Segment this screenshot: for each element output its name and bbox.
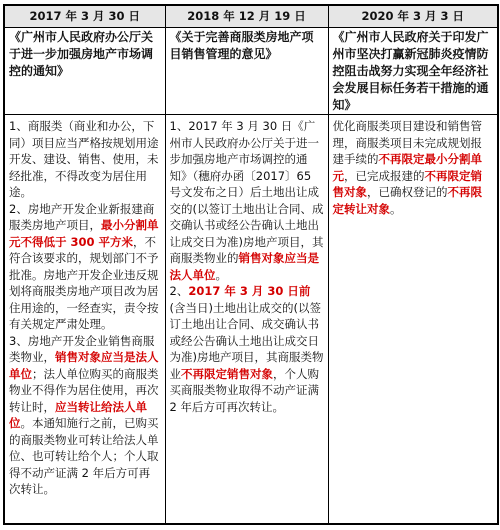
provisions-2018 bbox=[165, 115, 328, 525]
provision-text: 。 bbox=[215, 267, 227, 282]
highlighted-provision-text: 不再限定销售对象 bbox=[332, 168, 482, 199]
provision-text: 3、房地产开发企业销售商服类物业， bbox=[9, 333, 155, 364]
doc-title-2020: 《广州市人民政府关于印发广州市坚决打赢新冠肺炎疫情防控阻击战努力实现全年经济社会发展目标任务若干措施的通知》 bbox=[328, 28, 498, 115]
provision-text: 2、 bbox=[169, 284, 189, 298]
provision-text: ，已完成报建的 bbox=[344, 168, 425, 183]
highlighted-provision-text: 销售对象应当是法人单位 bbox=[169, 251, 319, 282]
provision-text: ，个人购买商服类物业取得不动产证满 2 年后方可再次转让。 bbox=[169, 366, 319, 414]
document-title-row bbox=[4, 28, 498, 115]
highlighted-provision-text: 不再限定最小分割单元 bbox=[332, 152, 482, 183]
highlighted-provision-text: 不再限定转让对象 bbox=[332, 185, 482, 216]
provision-text: ，不符合该要求的，规划部门不予批准。房地产开发企业违反规划将商服类房地产项目改为居住用途的，一经查实，责令按有关规定严肃处理。 bbox=[9, 234, 159, 331]
highlighted-provision-text: 2017 年 3 月 30 日前 bbox=[188, 284, 311, 298]
provisions-2017 bbox=[4, 115, 165, 525]
date-cell-2018: 2018 年 12 月 19 日 bbox=[165, 5, 328, 28]
provision-text: ；法人单位购买的商服类物业不得作为居住使用，再次转让时， bbox=[9, 366, 159, 414]
date-cell-2020: 2020 年 3 月 3 日 bbox=[328, 5, 498, 28]
date-header-row bbox=[4, 5, 498, 28]
highlighted-provision-text: 应当转让给法人单位 bbox=[9, 399, 147, 430]
policy-comparison-table bbox=[3, 4, 499, 525]
highlighted-provision-text: 销售对象应当是法人单位 bbox=[9, 350, 159, 381]
date-cell-2017: 2017 年 3 月 30 日 bbox=[4, 5, 165, 28]
provision-text: 2、房地产开发企业新报建商服类房地产项目， bbox=[9, 201, 155, 232]
provision-text: (含当日)土地出让成交的(以签订土地出让合同、成交确认书或经公告确认土地出让成交日为准)房地产项目，其商服类物业 bbox=[169, 300, 324, 381]
provision-text: 优化商服类项目建设和销售管理，商服类项目未完成规划报建手续的 bbox=[332, 119, 482, 166]
doc-title-2017: 《广州市人民政府办公厅关于进一步加强房地产市场调控的通知》 bbox=[4, 28, 165, 115]
provision-text: 。本通知施行之前，已购买的商服类物业可转让给法人单位、也可转让给个人；个人取得不动产证满 2 年后方可再次转让。 bbox=[9, 416, 159, 496]
provision-text: 1、2017 年 3 月 30 日《广州市人民政府办公厅关于进一步加强房地产市场调控的通知》（穗府办函〔2017〕65 号文发布之日）后土地出让成交的(以签订土地出让合同、成交确认书或经公告确认土地出让成交日为准)房地产项目，其商服类物业的 bbox=[169, 119, 324, 265]
provision-text: 。 bbox=[390, 201, 402, 216]
provision-text: 1、商服类（商业和办公，下同）项目应当严格按规划用途开发、建设、销售、使用，未经批准，不得改变为居住用途。 bbox=[9, 119, 159, 199]
highlighted-provision-text: 不再限定销售对象 bbox=[181, 366, 273, 381]
provisions-2020 bbox=[328, 115, 498, 525]
doc-title-2018: 《关于完善商服类房地产项目销售管理的意见》 bbox=[165, 28, 328, 115]
highlighted-provision-text: 最小分割单元不得低于 300 平方米 bbox=[9, 218, 159, 249]
provision-text: ，已确权登记的 bbox=[367, 185, 448, 199]
provision-content-row bbox=[4, 115, 498, 525]
